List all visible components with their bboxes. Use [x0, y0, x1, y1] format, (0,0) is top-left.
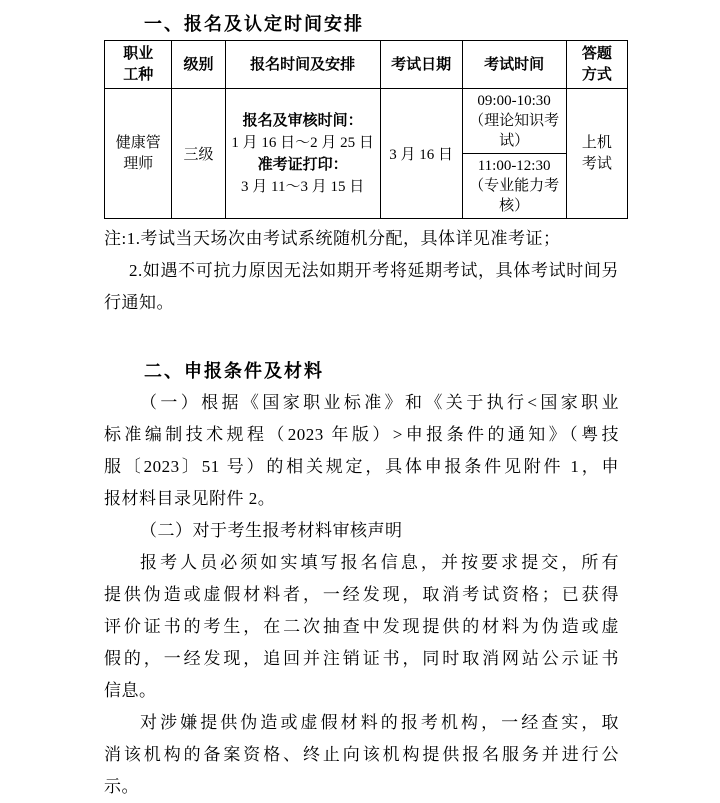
schedule-value-registration: 1 月 16 日～2 月 25 日 — [231, 134, 374, 151]
paragraph-line: 假的，一经发现，追回并注销证书，同时取消网站公示证书 — [104, 649, 619, 668]
note-line: 行通知。 — [104, 293, 174, 312]
occupation-value: 健康管理师 — [115, 134, 161, 172]
section2-block — [104, 355, 619, 803]
cell-schedule — [225, 89, 380, 219]
schedule-label-registration: 报名及审核时间： — [242, 112, 363, 129]
col-header-exam-date: 考试日期 — [380, 41, 462, 89]
cell-session-theory — [462, 89, 566, 154]
paragraph-line: 示。 — [104, 777, 139, 796]
col-header-exam-time: 考试时间 — [462, 41, 566, 89]
note-line: 注:1.考试当天场次由考试系统随机分配，具体详见准考证； — [104, 229, 561, 248]
paragraph-line: 报材料目录见附件 2。 — [104, 489, 276, 508]
document-page — [104, 0, 628, 803]
session-skill-time: 11:00-12:30 — [477, 158, 551, 174]
note-line: 2.如遇不可抗力原因无法如期开考将延期考试，具体考试时间另 — [129, 261, 619, 280]
session-skill-name: （专业能力考核） — [469, 178, 560, 214]
cell-answer-mode — [566, 89, 627, 219]
paragraph-line: 消该机构的备案资格、终止向该机构提供报名服务并进行公 — [104, 745, 619, 764]
schedule-label-ticket-print: 准考证打印： — [257, 156, 348, 173]
table-row — [105, 89, 628, 154]
col-header-level: 级别 — [172, 41, 225, 89]
paragraph-line: 服〔2023〕51 号）的相关规定，具体申报条件见附件 1，申 — [104, 457, 619, 476]
paragraph-line: 提供伪造或虚假材料者，一经发现，取消考试资格；已获得 — [104, 585, 619, 604]
paragraph-line: 信息。 — [104, 681, 157, 700]
paragraph-line: 标准编制技术规程（2023 年版）>申报条件的通知》（粤技 — [104, 425, 619, 444]
cell-occupation — [105, 89, 172, 219]
paragraph-line: （一）根据《国家职业标准》和《关于执行<国家职业 — [140, 393, 619, 412]
col-header-occupation-label: 职业工种 — [123, 45, 154, 83]
col-header-schedule: 报名时间及安排 — [225, 41, 380, 89]
cell-level: 三级 — [172, 89, 225, 219]
notes-block — [104, 223, 619, 319]
exam-schedule-table — [104, 40, 628, 219]
session-theory-time: 09:00-10:30 — [477, 93, 551, 109]
paragraph-line: 评价证书的考生，在二次抽查中发现提供的材料为伪造或虚 — [104, 617, 619, 636]
answer-mode-value: 上机考试 — [581, 134, 612, 172]
table-header-row — [105, 41, 628, 89]
cell-exam-date: 3 月 16 日 — [380, 89, 462, 219]
section1-title: 一、报名及认定时间安排 — [144, 14, 364, 34]
schedule-value-ticket-print: 3 月 11～3 月 15 日 — [241, 178, 365, 195]
col-header-answer-mode-label: 答题方式 — [581, 45, 612, 83]
col-header-answer-mode — [566, 41, 627, 89]
paragraph-line: 对涉嫌提供伪造或虚假材料的报考机构，一经查实，取 — [140, 713, 619, 732]
paragraph-line: 报考人员必须如实填写报名信息，并按要求提交，所有 — [140, 553, 619, 572]
section2-title: 二、申报条件及材料 — [144, 361, 324, 381]
col-header-occupation — [105, 41, 172, 89]
session-theory-name: （理论知识考试） — [469, 113, 560, 149]
cell-session-skill — [462, 154, 566, 219]
paragraph-line: （二）对于考生报考材料审核声明 — [140, 521, 403, 540]
